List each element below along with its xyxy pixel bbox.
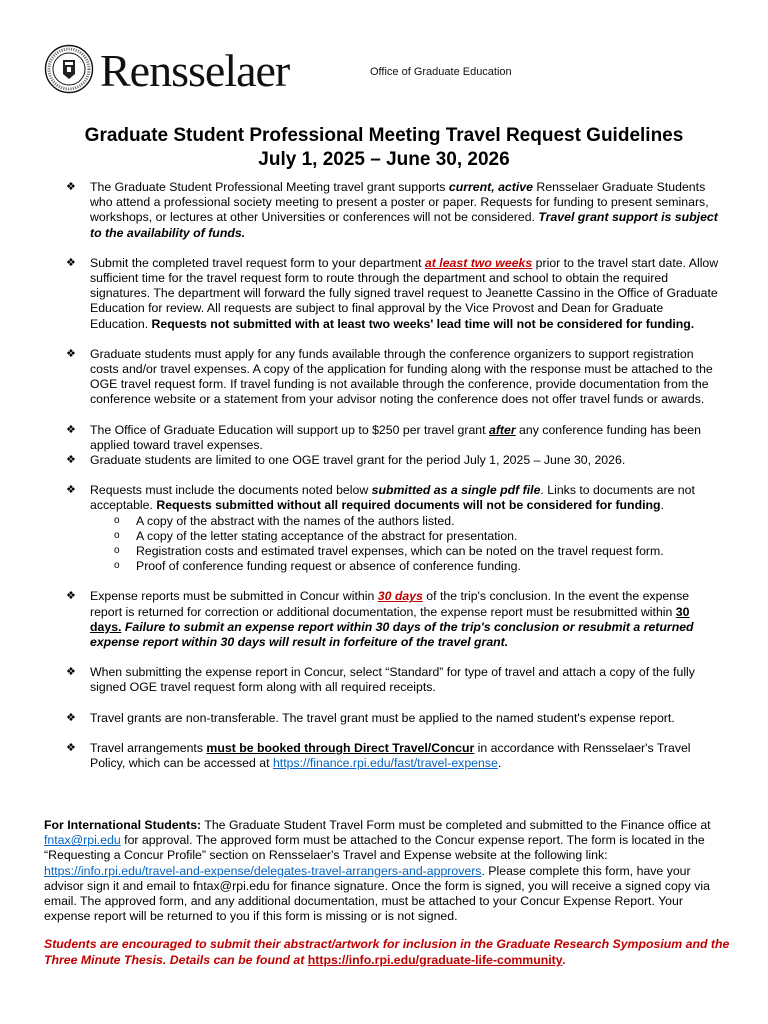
section-heading: For International Students: — [44, 818, 202, 832]
concur-profile-link[interactable]: https://info.rpi.edu/travel-and-expense/delegates-travel-arrangers-and-approvers — [44, 863, 482, 878]
diamond-bullet-icon: ❖ — [66, 347, 76, 360]
diamond-bullet-icon: ❖ — [66, 454, 76, 467]
title-line-2: July 1, 2025 – June 30, 2026 — [258, 149, 510, 170]
guideline-non-transferable: ❖ Travel grants are non-transferable. The travel grant must be applied to the named student's expense report. — [66, 710, 675, 725]
office-name: Office of Graduate Education — [370, 66, 512, 78]
diamond-bullet-icon: ❖ — [66, 741, 76, 754]
guideline-submission-deadline: ❖ Submit the completed travel request form to your department at least two weeks prior to the travel start date. Allow sufficient time for the travel request form to route through the department and school to obtain the required signatures. The department will forward the fully signed travel request to Jeanette Cassino in the Office of Graduate Education for review. All requests are subject to final approval by the Vice Provost and Dean for Graduate Education. Requests not submitted with at least two weeks' lead time will not be considered for funding. — [66, 255, 719, 331]
graduate-life-link[interactable]: https://info.rpi.edu/graduate-life-community — [307, 953, 563, 967]
list-item: o Registration costs and estimated travel expenses, which can be noted on the travel request form. — [114, 544, 722, 559]
list-item: o A copy of the abstract with the names of the authors listed. — [114, 514, 722, 529]
diamond-bullet-icon: ❖ — [66, 484, 76, 497]
guideline-expense-reports: ❖ Expense reports must be submitted in Concur within 30 days of the trip's conclusion. In the event the expense report is returned for correction or additional documentation, the expense report must be resubmitted within 30 days. Failure to submit an expense report within 30 days of the trip's conclusion or resubmit a returned expense report within 30 days will result in forfeiture of the travel grant. — [66, 589, 694, 650]
guideline-grant-amount: ❖ The Office of Graduate Education will support up to $250 per travel grant after any conference funding has been applied toward travel expenses. — [66, 422, 701, 452]
rensselaer-wordmark: Rensselaer — [100, 45, 290, 96]
list-item: o A copy of the letter stating acceptance of the abstract for presentation. — [114, 529, 722, 544]
guideline-travel-arrangements: ❖ Travel arrangements must be booked through Direct Travel/Concur in accordance with Rensselaer's Travel Policy, which can be accessed at https://finance.rpi.edu/fast/travel-expense. — [66, 740, 691, 771]
guideline-eligibility: ❖ The Graduate Student Professional Meeting travel grant supports current, active Rensselaer Graduate Students who attend a professional society meeting to present a poster or paper. Requests for funding to present seminars, workshops, or lectures at other Universities or conferences will not be considered. Travel grant support is subject to the availability of funds. — [66, 180, 718, 240]
required-documents-sublist — [66, 514, 722, 575]
diamond-bullet-icon: ❖ — [66, 666, 76, 679]
title-line-1: Graduate Student Professional Meeting Travel Request Guidelines — [84, 125, 684, 146]
guideline-concur-standard: ❖ When submitting the expense report in Concur, select “Standard” for type of travel and attach a copy of the fully signed OGE travel request form along with all required receipts. — [66, 665, 695, 695]
fntax-email-link[interactable]: fntax@rpi.edu — [44, 833, 121, 848]
diamond-bullet-icon: ❖ — [66, 590, 76, 603]
guideline-conference-funding: ❖ Graduate students must apply for any funds available through the conference organizers to support registration costs and/or travel expenses. A copy of the application for funding along with the response must be attached to the OGE travel request form. If travel funding is not available through the conference, provide documentation from the conference website or a statement from your advisor noting the conference does not offer travel funds or awards. — [66, 346, 713, 407]
guidelines-list — [66, 180, 722, 771]
guideline-grant-limit: ❖ Graduate students are limited to one OGE travel grant for the period July 1, 2025 – June 30, 2026. — [66, 453, 626, 468]
international-students-section: For International Students: The Graduate Student Travel Form must be completed and submitted to the Finance office at fntax@rpi.edu for approval. The approved form must be attached to the Concur expense report. The form is located in the “Requesting a Concur Profile” section on Rensselaer's Travel and Expense website at the following link: https://info.rpi.edu/travel-and-expense/delegates-travel-arrangers-and-approvers. Please complete this form, have your advisor sign it and email to fntax@rpi.edu for finance signature. Once the form is signed, you will receive a signed copy via email. The approved form, and any additional documentation, must be attached to your Concur Expense Report. Your expense report will be returned to you if this form is missing or is not signed. — [44, 818, 711, 924]
diamond-bullet-icon: ❖ — [66, 256, 76, 269]
travel-policy-link[interactable]: https://finance.rpi.edu/fast/travel-expense — [272, 756, 498, 771]
symposium-note: Students are encouraged to submit their abstract/artwork for inclusion in the Graduate Research Symposium and the Three Minute Thesis. Details can be found at https://info.rpi.edu/graduate-life-community. — [44, 937, 730, 967]
page-title — [0, 124, 768, 172]
list-item: o Proof of conference funding request or absence of conference funding. — [114, 559, 722, 574]
diamond-bullet-icon: ❖ — [66, 181, 76, 193]
guideline-required-documents: ❖ Requests must include the documents noted below submitted as a single pdf file. Links to documents are not acceptable. Requests submitted without all required documents will not be considered for funding. — [66, 483, 695, 513]
diamond-bullet-icon: ❖ — [66, 423, 76, 436]
letterhead — [44, 44, 724, 100]
rensselaer-seal-logo — [44, 44, 94, 94]
diamond-bullet-icon: ❖ — [66, 711, 76, 724]
